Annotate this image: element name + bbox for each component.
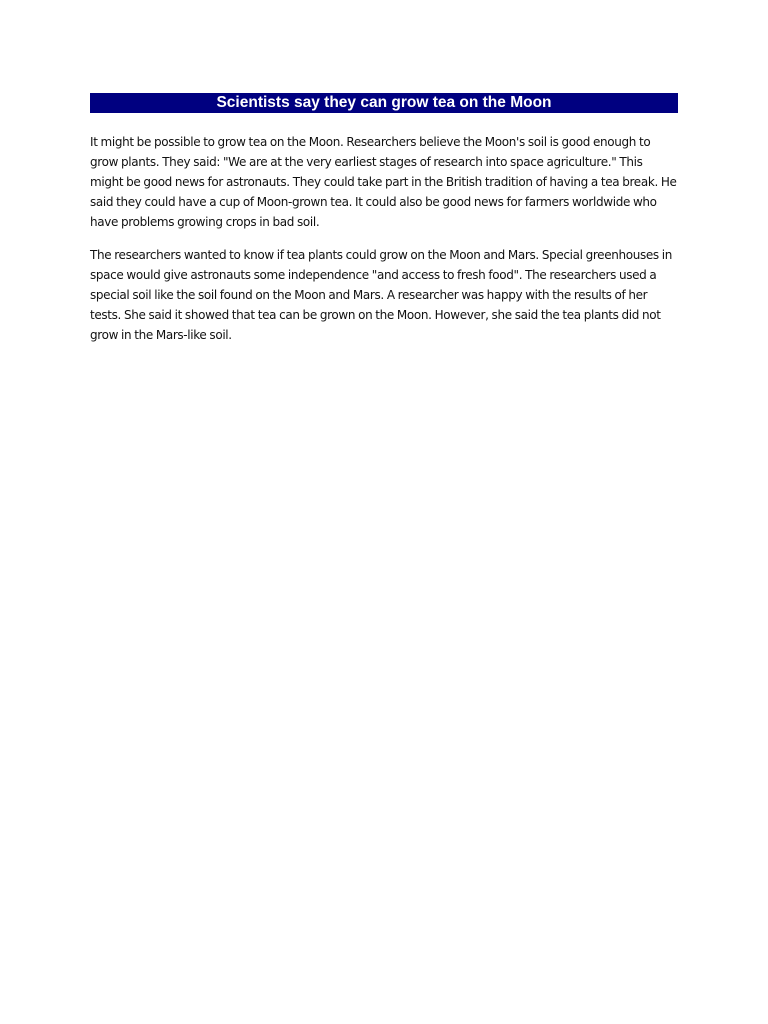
article-paragraph-2: The researchers wanted to know if tea plants could grow on the Moon and Mars. Special greenhouses in space would give astronauts some independence "and access to fresh food". The researchers used a special soil like the soil found on the Moon and Mars. A researcher was happy with the results of her tests. She said it showed that tea can be grown on the Moon. However, she said the tea plants did not grow in the Mars-like soil. (90, 248, 673, 342)
article-title: Scientists say they can grow tea on the Moon (216, 94, 552, 111)
article-body (90, 132, 678, 345)
article-title-bar (90, 93, 678, 113)
article-paragraph-1: It might be possible to grow tea on the Moon. Researchers believe the Moon's soil is good enough to grow plants. They said: "We are at the very earliest stages of research into space agriculture." This might be good news for astronauts. They could take part in the British tradition of having a tea break. He said they could have a cup of Moon-grown tea. It could also be good news for farmers worldwide who have problems growing crops in bad soil. (90, 135, 677, 229)
document-page (90, 93, 678, 358)
